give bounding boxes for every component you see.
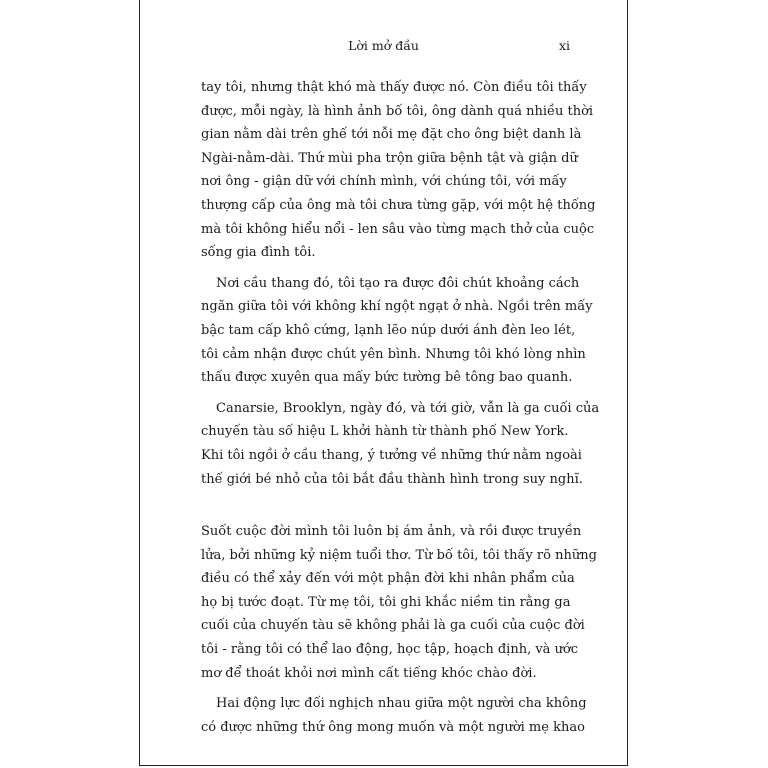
text-line: mà tôi không hiểu nổi - len sâu vào từng mạch thở của cuộc — [201, 221, 595, 237]
paragraph — [201, 76, 596, 265]
book-page — [139, 0, 628, 766]
text-line: Canarsie, Brooklyn, ngày đó, và tới giờ, vẫn là ga cuối của — [216, 400, 600, 416]
text-line: có được những thứ ông mong muốn và một người mẹ khao — [201, 719, 585, 735]
text-line: thượng cấp của ông mà tôi chưa từng gặp, với một hệ thống — [201, 197, 596, 213]
text-line: thấu được xuyên qua mấy bức tường bê tông bao quanh. — [201, 370, 573, 386]
paragraph — [201, 520, 597, 685]
text-line: Khi tôi ngồi ở cầu thang, ý tưởng về những thứ nằm ngoài — [201, 447, 582, 463]
text-line: nơi ông - giận dữ với chính mình, với chúng tôi, với mấy — [201, 174, 567, 190]
paragraph — [201, 272, 593, 390]
text-line: Hai động lực đối nghịch nhau giữa một người cha không — [216, 696, 587, 712]
text-line: Nơi cầu thang đó, tôi tạo ra được đôi chút khoảng cách — [216, 275, 580, 291]
text-line: cuối của chuyến tàu sẽ không phải là ga cuối của cuộc đời — [201, 618, 585, 634]
text-line: được, mỗi ngày, là hình ảnh bố tôi, ông dành quá nhiều thời — [201, 103, 594, 119]
text-line: tôi - rằng tôi có thể lao động, học tập, hoạch định, và ước — [201, 642, 579, 658]
text-line: Suốt cuộc đời mình tôi luôn bị ám ảnh, và rồi được truyền — [201, 524, 582, 540]
paragraph — [201, 397, 600, 491]
text-line: họ bị tước đoạt. Từ mẹ tôi, tôi ghi khắc niềm tin rằng ga — [201, 594, 571, 610]
text-line: bậc tam cấp khô cứng, lạnh lẽo núp dưới ánh đèn leo lét, — [201, 322, 576, 338]
text-line: tay tôi, nhưng thật khó mà thấy được nó. Còn điều tôi thấy — [201, 80, 587, 95]
text-line: điều có thể xảy đến với một phận đời khi nhân phẩm của — [201, 571, 575, 587]
running-header — [140, 38, 627, 56]
text-line: gian nằm dài trên ghế tới nỗi mẹ đặt cho ông biệt danh là — [201, 127, 582, 143]
running-title: Lời mở đầu — [348, 38, 419, 53]
text-line: thế giới bé nhỏ của tôi bắt đầu thành hình trong suy nghĩ. — [201, 471, 583, 487]
body-text — [201, 76, 600, 746]
text-line: mơ để thoát khỏi nơi mình cất tiếng khóc chào đời. — [201, 665, 537, 681]
paragraph — [201, 692, 587, 739]
text-line: ngăn giữa tôi với không khí ngột ngạt ở nhà. Ngồi trên mấy — [201, 299, 593, 315]
text-line: tôi cảm nhận được chút yên bình. Nhưng tôi khó lòng nhìn — [201, 346, 586, 362]
text-line: lửa, bởi những kỷ niệm tuổi thơ. Từ bố tôi, tôi thấy rõ những — [201, 547, 597, 563]
text-line: chuyến tàu số hiệu L khởi hành từ thành phố New York. — [201, 424, 569, 440]
text-line: sống gia đình tôi. — [201, 245, 316, 261]
text-line: Ngài-nằm-dài. Thứ mùi pha trộn giữa bệnh tật và giận dữ — [201, 150, 578, 166]
section-break — [201, 498, 564, 520]
page-number: xi — [558, 38, 570, 53]
